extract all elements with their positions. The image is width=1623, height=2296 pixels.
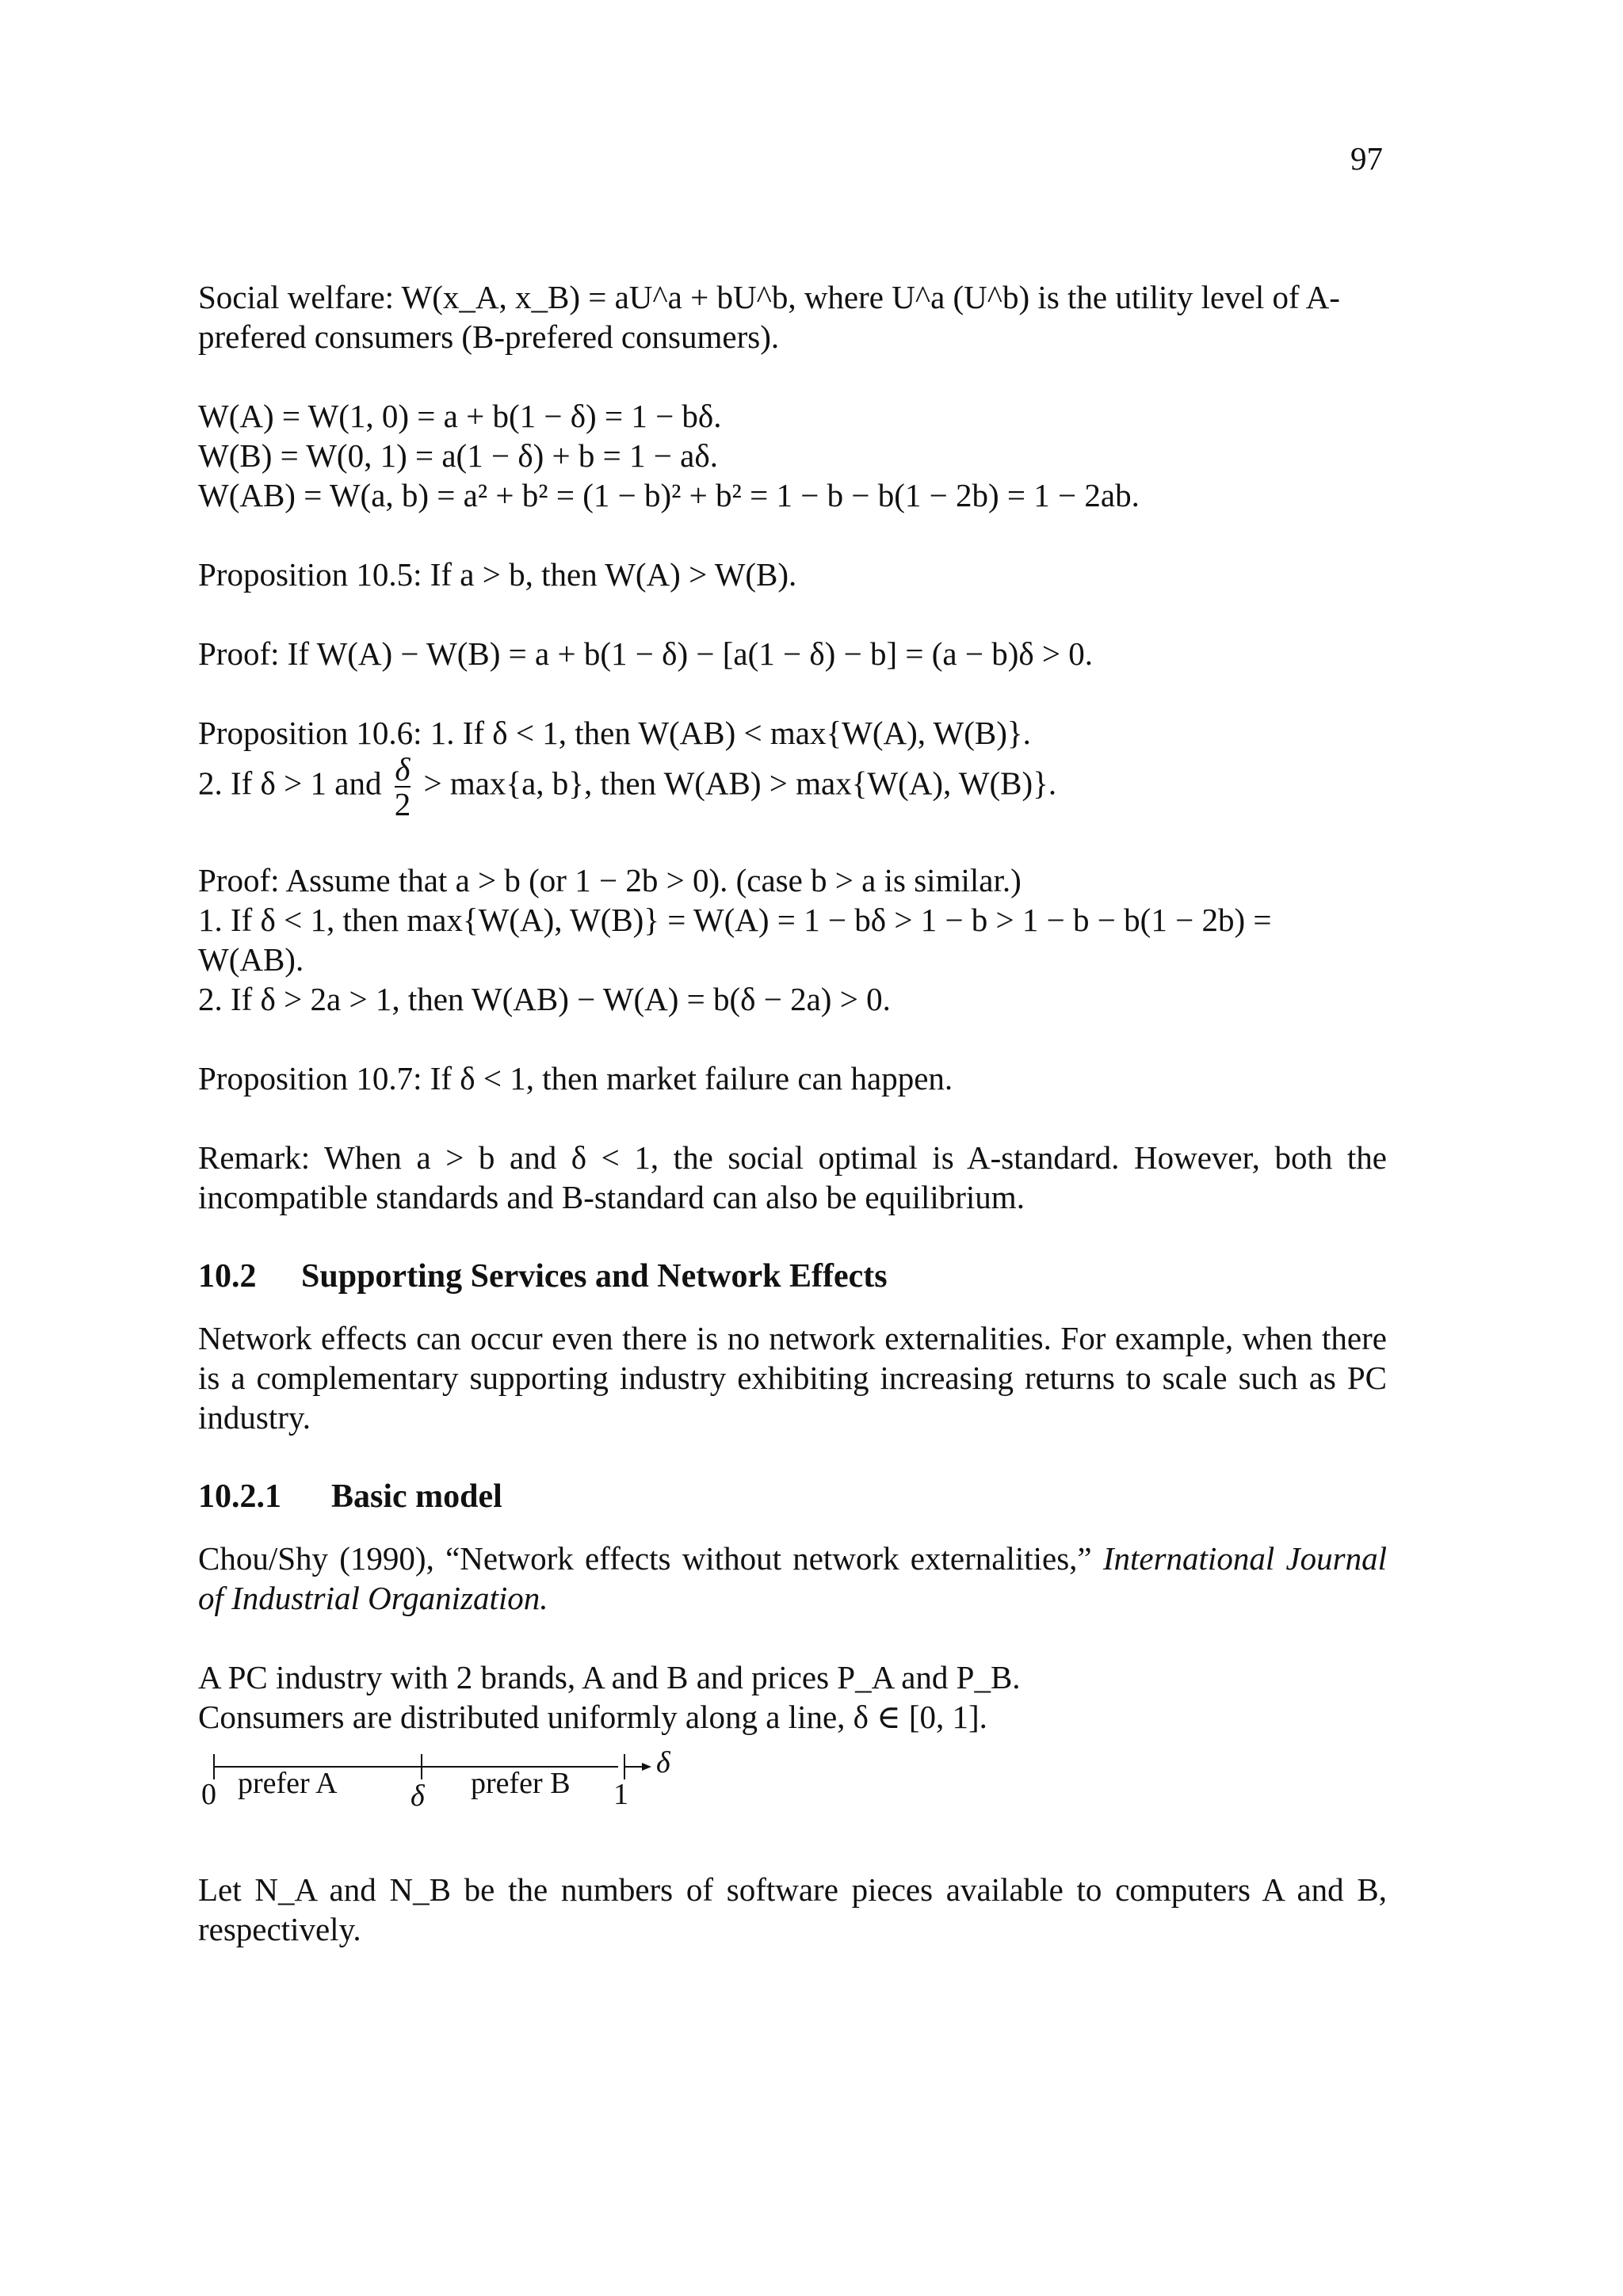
- journal-name: International Journal of Industrial Organization.: [198, 1540, 1387, 1616]
- proof-10-6: [198, 860, 1387, 1019]
- proposition-10-6: [198, 713, 1387, 821]
- proof-10-6-line-1: Proof: Assume that a > b (or 1 − 2b > 0). (case b > a is similar.): [198, 862, 1022, 898]
- proposition-10-5: Proposition 10.5: If a > b, then W(A) > W(B).: [198, 556, 797, 593]
- proof-10-6-line-2: 1. If δ < 1, then max{W(A), W(B)} = W(A) = 1 − bδ > 1 − b > 1 − b − b(1 − 2b) =: [198, 902, 1272, 938]
- proof-10-6-line-4: 2. If δ > 2a > 1, then W(AB) − W(A) = b(δ − 2a) > 0.: [198, 981, 891, 1017]
- citation: [198, 1539, 1387, 1618]
- proposition-10-6-line-2-post: > max{a, b}, then W(AB) > max{W(A), W(B)}.: [423, 765, 1057, 802]
- page-body: [198, 277, 1387, 1989]
- section-body: Network effects can occur even there is no network externalities. For example, when there is a complementary supporting industry exhibiting increasing returns to scale such as PC industry.: [198, 1320, 1387, 1436]
- section-heading: [198, 1257, 1387, 1296]
- citation-text: Chou/Shy (1990), “Network effects without network externalities,”: [198, 1540, 1092, 1577]
- label-prefer-b: prefer B: [471, 1767, 571, 1800]
- consumer-line-diagram: [198, 1743, 753, 1814]
- social-welfare-paragraph: [198, 277, 1387, 357]
- closing-paragraph: Let N_A and N_B be the numbers of software pieces available to computers A and B, respectively.: [198, 1871, 1387, 1947]
- model-description: [198, 1657, 1387, 1737]
- label-delta-mid: δ: [411, 1779, 425, 1813]
- proposition-10-6-line-2-pre: 2. If δ > 1 and: [198, 765, 382, 802]
- subsection-number: 10.2.1: [198, 1478, 281, 1515]
- page-number: 97: [1350, 140, 1383, 177]
- model-line-1: A PC industry with 2 brands, A and B and prices P_A and P_B.: [198, 1659, 1021, 1695]
- subsection-heading: [198, 1477, 1387, 1516]
- welfare-eq-a: W(A) = W(1, 0) = a + b(1 − δ) = 1 − bδ.: [198, 398, 722, 434]
- label-zero: 0: [201, 1778, 216, 1811]
- label-prefer-a: prefer A: [238, 1767, 338, 1800]
- social-welfare-line-2: prefered consumers (B-prefered consumers).: [198, 318, 780, 355]
- remark: Remark: When a > b and δ < 1, the social optimal is A-standard. However, both the incompatible standards and B-standard can also be equilibrium.: [198, 1139, 1387, 1215]
- proof-10-6-line-3: W(AB).: [198, 941, 304, 978]
- label-axis-delta: δ: [656, 1746, 670, 1779]
- welfare-eq-ab: W(AB) = W(a, b) = a² + b² = (1 − b)² + b² = 1 − b − b(1 − 2b) = 1 − 2ab.: [198, 477, 1140, 513]
- arrow-head-icon: [642, 1763, 651, 1771]
- fraction-denominator: 2: [394, 786, 411, 822]
- label-one: 1: [613, 1778, 628, 1811]
- proposition-10-7: Proposition 10.7: If δ < 1, then market failure can happen.: [198, 1060, 953, 1097]
- proposition-10-6-line-1: Proposition 10.6: 1. If δ < 1, then W(AB) < max{W(A), W(B)}.: [198, 715, 1031, 751]
- section-title: Supporting Services and Network Effects: [301, 1258, 888, 1295]
- proof-10-5: Proof: If W(A) − W(B) = a + b(1 − δ) − [a(1 − δ) − b] = (a − b)δ > 0.: [198, 635, 1094, 672]
- subsection-title: Basic model: [331, 1478, 502, 1515]
- model-line-2: Consumers are distributed uniformly along a line, δ ∈ [0, 1].: [198, 1699, 987, 1735]
- social-welfare-line-1: Social welfare: W(x_A, x_B) = aU^a + bU^b, where U^a (U^b) is the utility level of A-: [198, 279, 1340, 315]
- fraction-numerator: δ: [395, 751, 411, 788]
- welfare-equations: [198, 396, 1387, 515]
- section-number: 10.2: [198, 1258, 257, 1295]
- welfare-eq-b: W(B) = W(0, 1) = a(1 − δ) + b = 1 − aδ.: [198, 437, 718, 474]
- delta-over-two-fraction: [395, 753, 411, 821]
